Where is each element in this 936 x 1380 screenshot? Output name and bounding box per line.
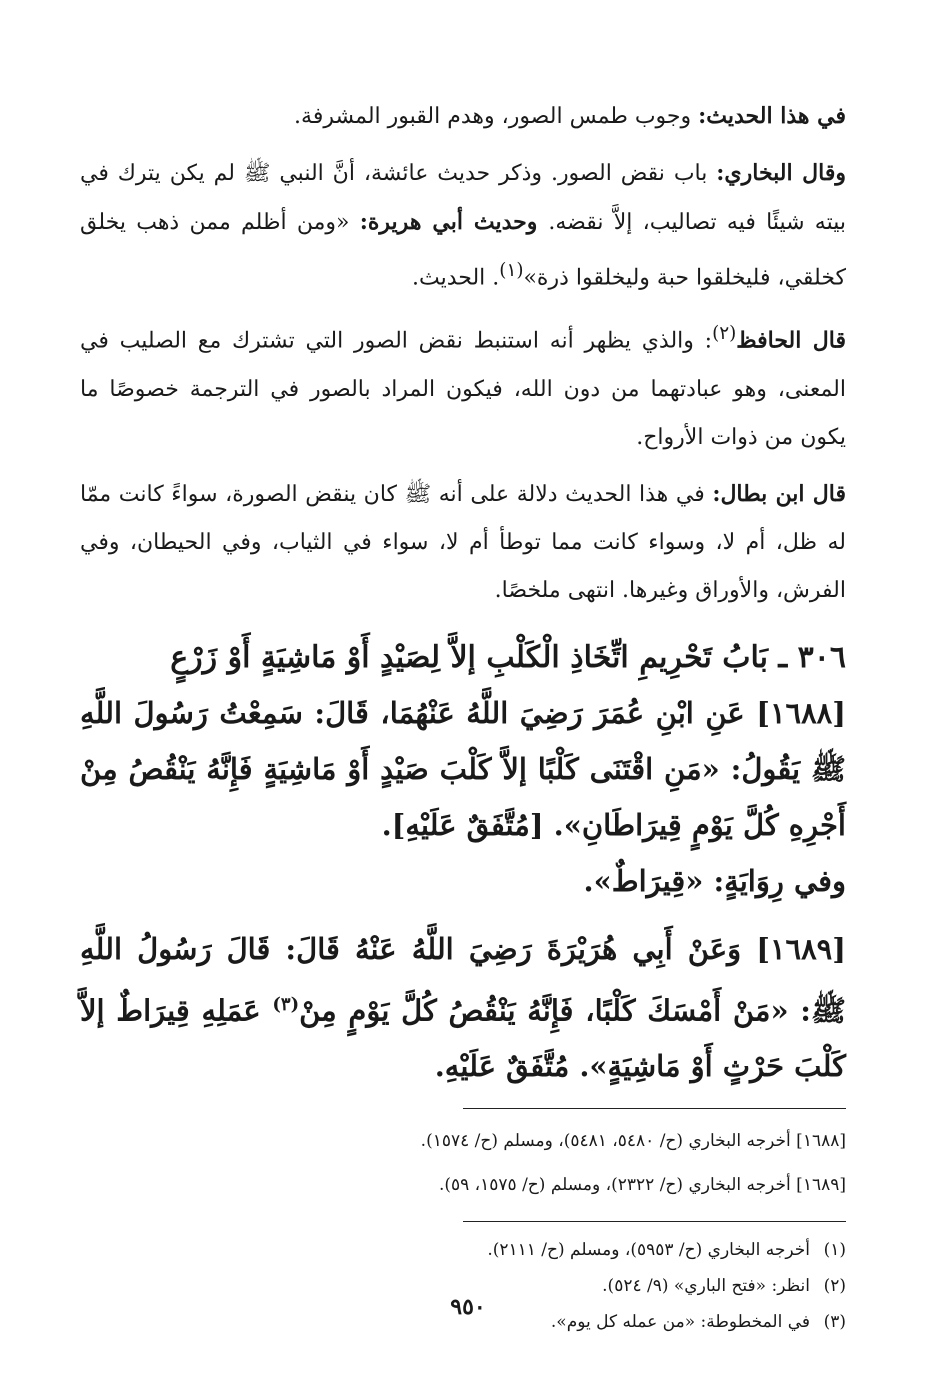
paragraph-lead-2: وحديث أبي هريرة: (359, 209, 549, 235)
takhrij-divider (463, 1108, 846, 1109)
footnote-number: (٢) (823, 1276, 846, 1297)
hadith-riwaya: وفي رِوَايَةٍ: «قِيرَاطٌ». (583, 863, 846, 898)
takhrij-line: [١٦٨٩] أخرجه البخاري (ح/ ٢٣٢٢)، ومسلم (ح/ ١٥٧٥، ٥٩). (438, 1175, 846, 1196)
footnote-divider (463, 1221, 846, 1222)
footnote-text: في المخطوطة: «من عمله كل يوم». (550, 1312, 810, 1333)
footnote-text: انظر: «فتح الباري» (٩/ ٥٢٤). (602, 1276, 810, 1297)
hadith-1689 (80, 921, 846, 1095)
footnote-number: (٣) (823, 1312, 846, 1333)
footnote-text: أخرجه البخاري (ح/ ٥٩٥٣)، ومسلم (ح/ ٢١١١). (487, 1240, 810, 1261)
paragraph-text: في هذا الحديث دلالة على أنه ﷺ كان ينقض الصورة، سواءً كانت ممّا له ظل، أم لا، وسواء كانت مما توطأ أم لا، سواء في الثياب، وفي الحيطان، وفي الفرش، والأوراق وغيرها. انتهى ملخصًا. (80, 481, 846, 603)
paragraph-text: وجوب طمس الصور، وهدم القبور المشرفة. (294, 104, 699, 129)
commentary-paragraph-3 (80, 310, 846, 461)
paragraph-text-quote: «ومن أظلم ممن ذهب يخلق كخلقي، فليخلقوا حبة وليخلقوا ذرة» (80, 210, 846, 291)
hadith-1688: [١٦٨٨] عَنِ ابْنِ عُمَرَ رَضِيَ اللَّهُ عَنْهُمَا، قَالَ: سَمِعْتُ رَسُولَ اللَّهِ ﷺ يَقُولُ: «مَنِ اقْتَنَى كَلْبًا إلاَّ كَلْبَ صَيْدٍ أَوْ مَاشِيَةٍ فَإِنَّهُ يَنْقُصُ مِنْ أَجْرِهِ كُلَّ يَوْمٍ قِيرَاطَانِ». [مُتَّفَقٌ عَلَيْهِ]. (80, 695, 846, 842)
takhrij-line: [١٦٨٨] أخرجه البخاري (ح/ ٥٤٨٠، ٥٤٨١)، ومسلم (ح/ ١٥٧٤). (420, 1131, 846, 1152)
paragraph-lead: وقال البخاري: (716, 160, 847, 186)
footnote (80, 1232, 846, 1268)
footnote-ref-3: (٣) (272, 993, 300, 1015)
commentary-paragraph-2 (80, 149, 846, 302)
commentary-paragraph-1 (80, 92, 846, 141)
page-number: ٩٥٠ (450, 1294, 486, 1320)
paragraph-text-end: . الحديث. (412, 265, 500, 291)
paragraph-lead: قال الحافظ (736, 327, 846, 354)
footnote-ref-1: (١) (499, 260, 524, 281)
paragraph-lead: قال ابن بطال: (712, 480, 847, 507)
footnote-ref-2: (٢) (712, 323, 737, 345)
paragraph-lead: في هذا الحديث: (698, 103, 846, 129)
commentary-paragraph-4 (80, 470, 846, 615)
paragraph-text: : والذي يظهر أنه استنبط نقض الصور التي تشترك مع الصليب في المعنى، وهو عبادتهما من دون الله، فيكون المراد بالصور في الترجمة خصوصًا ما يكون من ذوات الأرواح. (80, 328, 846, 450)
footnote-number: (١) (823, 1240, 846, 1261)
hadith-text-end: عَمَلِهِ قِيرَاطٌ إلاَّ كَلْبَ حَرْثٍ أَوْ مَاشِيَةٍ». مُتَّفَقٌ عَلَيْهِ. (80, 993, 846, 1084)
chapter-heading: ٣٠٦ ـ بَابُ تَحْرِيمِ اتِّخَاذِ الْكَلْبِ إلاَّ لِصَيْدٍ أَوْ مَاشِيَةٍ أَوْ زَرْعٍ (170, 639, 846, 675)
paragraph-text: باب نقض الصور. وذكر حديث عائشة، أنَّ النبي ﷺ لم يكن يترك في بيته شيئًا فيه تصاليب، إلاَّ نقضه. (80, 161, 846, 235)
hadith-text: [١٦٨٩] وَعَنْ أَبِي هُرَيْرَةَ رَضِيَ اللَّهُ عَنْهُ قَالَ: قَالَ رَسُولُ اللَّهِ ﷺ: «مَنْ أَمْسَكَ كَلْبًا، فَإِنَّهُ يَنْقُصُ كُلَّ يَوْمٍ مِنْ (80, 931, 846, 1028)
